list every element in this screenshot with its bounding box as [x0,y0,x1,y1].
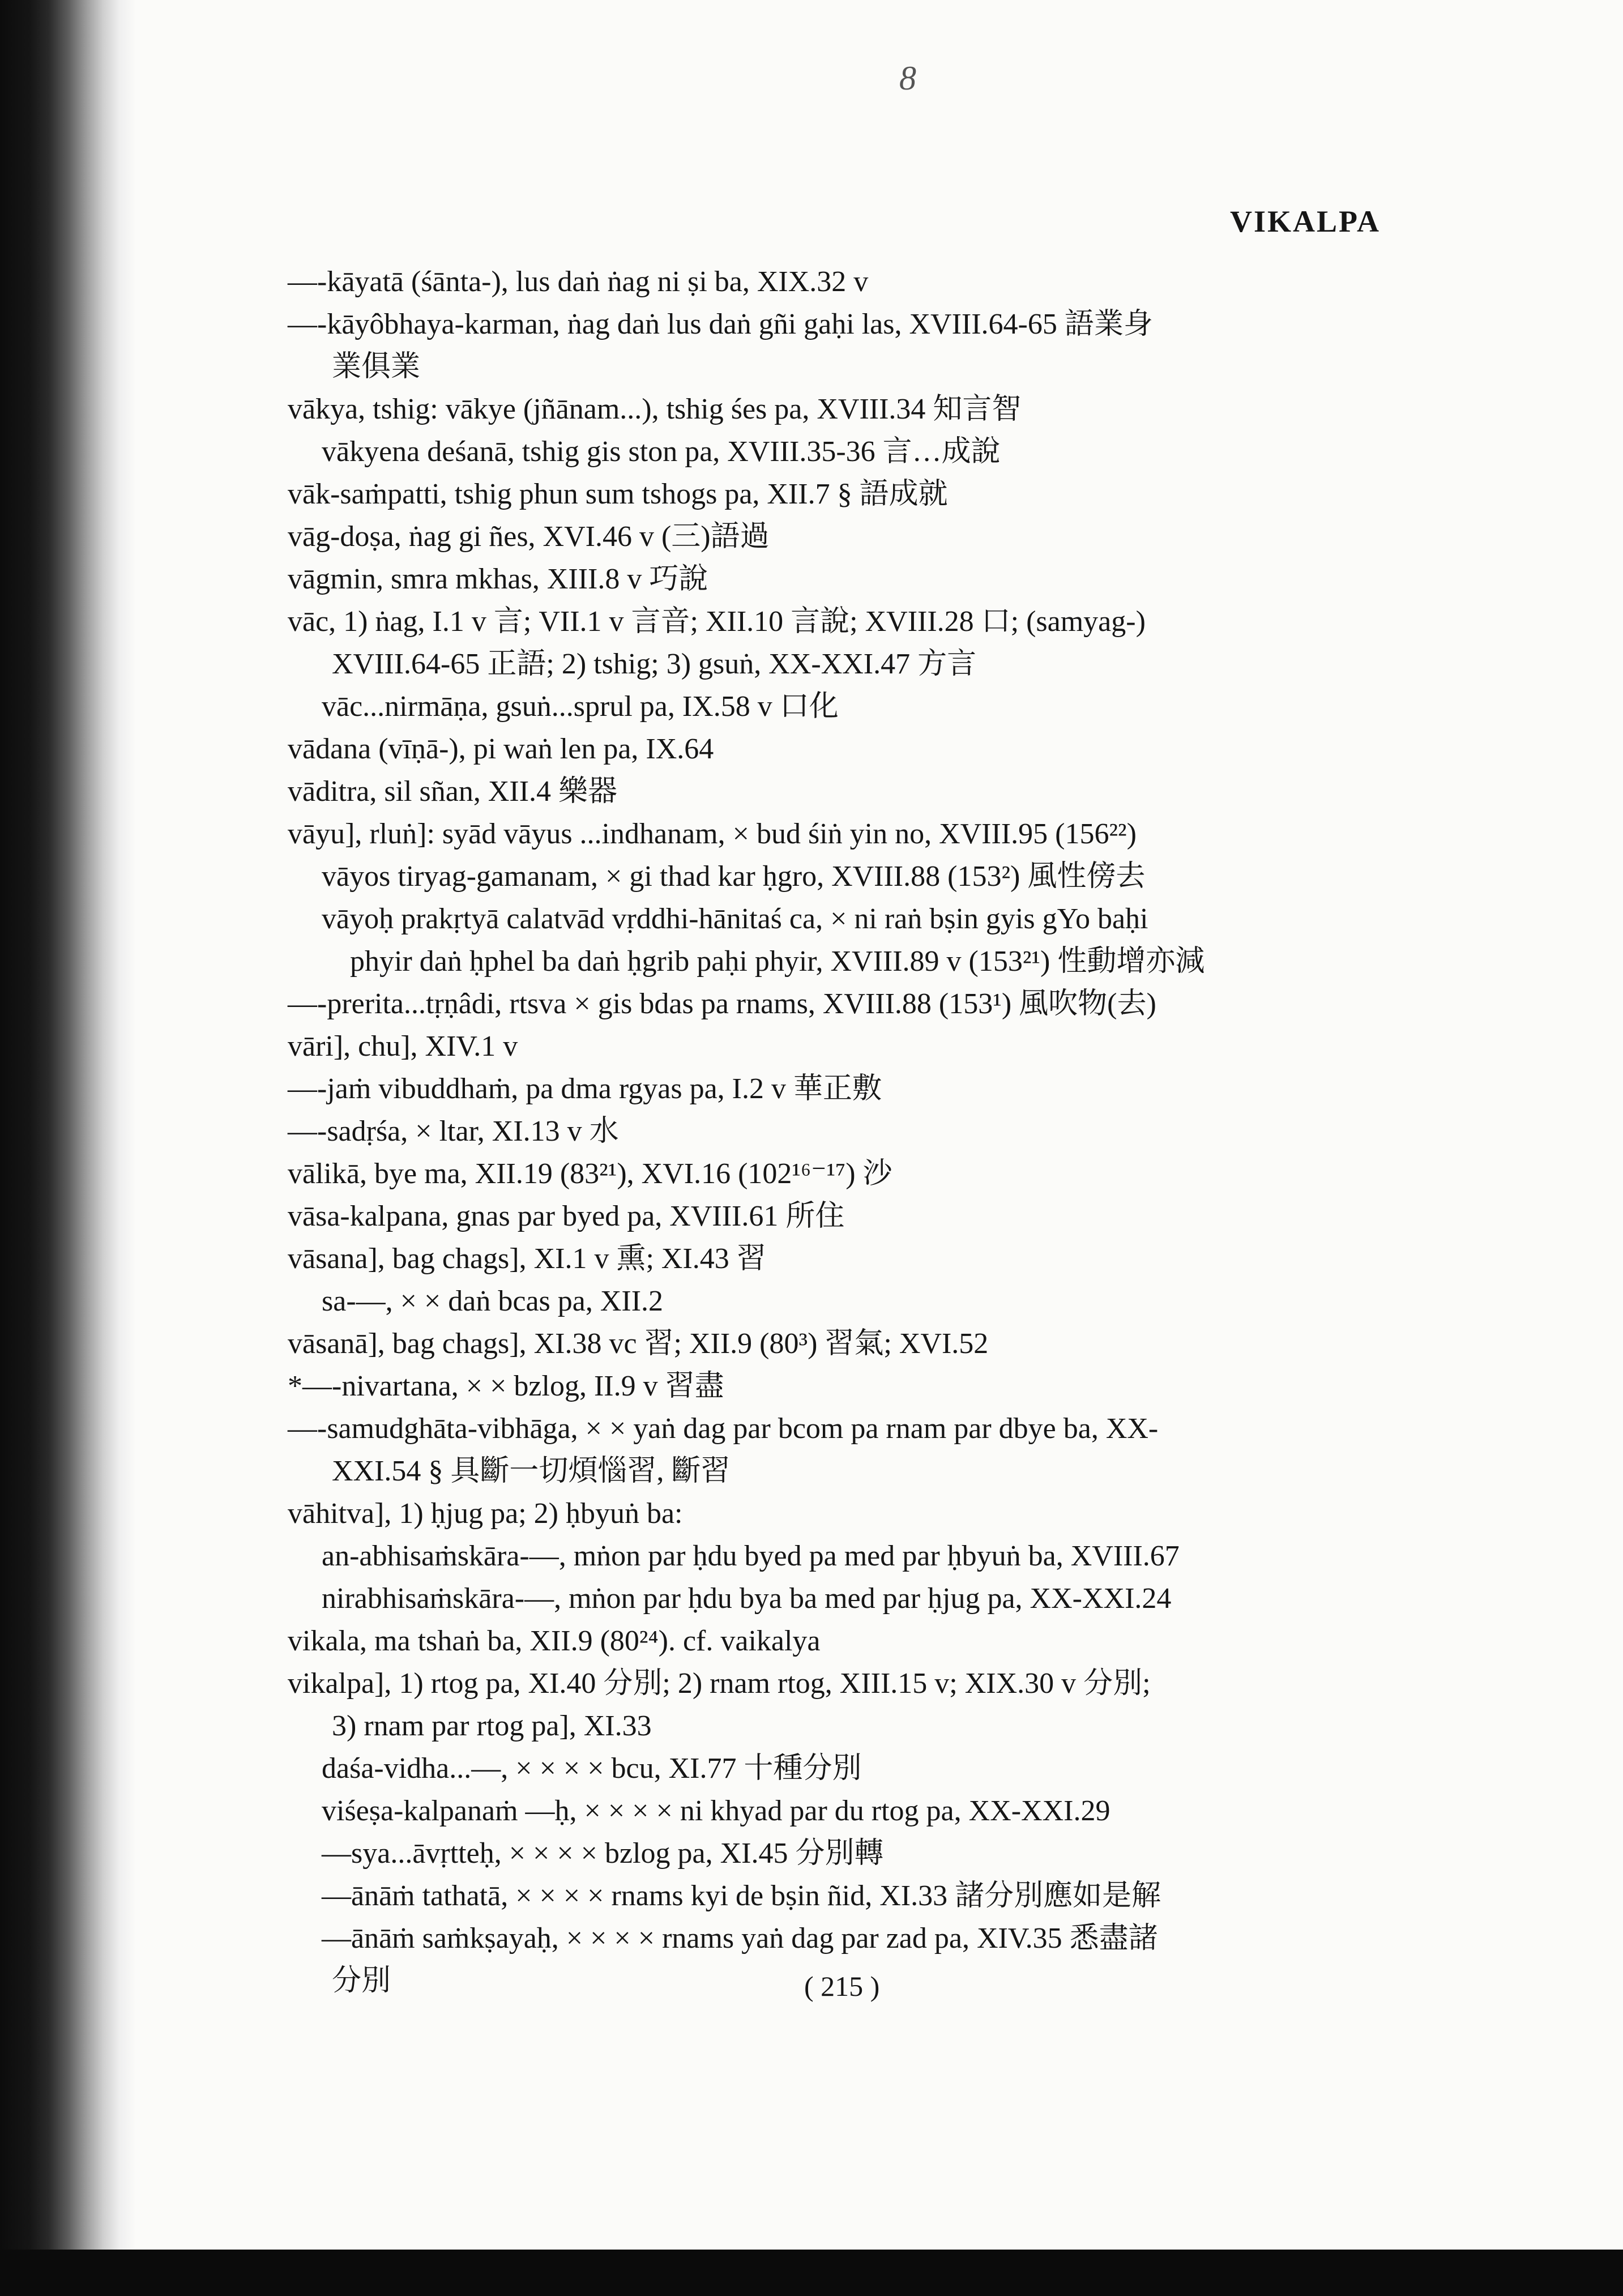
entry-line: vāyoḥ prakṛtyā calatvād vṛddhi-hānitaś ca, × ni raṅ bṣin gyis gYo baḥi [322,903,1148,935]
entry-line: —-jaṁ vibuddhaṁ, pa dma rgyas pa, I.2 v 華正敷 [288,1073,882,1105]
entry-line: XVIII.64-65 正語; 2) tshig; 3) gsuṅ, XX-XXI.47 方言 [332,648,977,680]
top-page-mark: 8 [899,59,916,97]
running-head: VIKALPA [1229,204,1381,238]
entry-line: vāk-saṁpatti, tshig phun sum tshogs pa, XII.7 § 語成就 [288,478,948,510]
entry-line: phyir daṅ ḥphel ba daṅ ḥgrib paḥi phyir, XVIII.89 v (153²¹) 性動增亦減 [350,945,1205,978]
book-spine-shadow [0,0,136,2296]
entry-line: 分別 [332,1965,391,1997]
entry-line: nirabhisaṁskāra-—, mṅon par ḥdu bya ba med par ḥjug pa, XX-XXI.24 [322,1582,1172,1615]
entry-line: sa-—, × × daṅ bcas pa, XII.2 [322,1285,664,1317]
entry-line: daśa-vidha...—, × × × × bcu, XI.77 十種分別 [322,1752,862,1785]
entry-line: vāgmin, smra mkhas, XIII.8 v 巧說 [288,563,708,595]
entry-line: vākya, tshig: vākye (jñānam...), tshig śes pa, XVIII.34 知言智 [288,393,1022,425]
entry-line: vādana (vīṇā-), pi waṅ len pa, IX.64 [288,733,714,765]
entry-line: vāditra, sil sñan, XII.4 樂器 [288,775,618,808]
entry-line: vikalpa], 1) rtog pa, XI.40 分別; 2) rnam rtog, XIII.15 v; XIX.30 v 分別; [288,1667,1151,1700]
entry-line: —ānāṁ saṁkṣayaḥ, × × × × rnams yaṅ dag par zad pa, XIV.35 悉盡諸 [322,1922,1158,1954]
entry-line: vāsana], bag chags], XI.1 v 熏; XI.43 習 [288,1243,766,1275]
entry-line: vāc, 1) ṅag, I.1 v 言; VII.1 v 言音; XII.10 言說; XVIII.28 口; (samyag-) [288,605,1146,638]
entry-line: *—-nivartana, × × bzlog, II.9 v 習盡 [288,1370,724,1402]
entry-line: vāsa-kalpana, gnas par byed pa, XVIII.61 所住 [288,1200,845,1232]
scan-bottom-edge [0,2250,1623,2296]
entry-line: vākyena deśanā, tshig gis ston pa, XVIII.35-36 言…成說 [322,436,1001,468]
entry-line: —-prerita...tṛṇâdi, rtsva × gis bdas pa rnams, XVIII.88 (153¹) 風吹物(去) [288,988,1156,1020]
entry-line: vāri], chu], XIV.1 v [288,1030,518,1062]
entry-line: vāyos tiryag-gamanam, × gi thad kar ḥgro, XVIII.88 (153²) 風性傍去 [322,860,1146,893]
entry-line: vāc...nirmāṇa, gsuṅ...sprul pa, IX.58 v 口化 [322,690,839,723]
entry-line: viśeṣa-kalpanaṁ —ḥ, × × × × ni khyad par du rtog pa, XX-XXI.29 [322,1795,1111,1827]
entry-line: —sya...āvṛtteḥ, × × × × bzlog pa, XI.45 分別轉 [322,1837,884,1870]
entry-line: —-samudghāta-vibhāga, × × yaṅ dag par bcom pa rnam par dbye ba, XX- [288,1412,1159,1445]
entry-line: 業俱業 [332,351,421,383]
entry-line: vāhitva], 1) ḥjug pa; 2) ḥbyuṅ ba: [288,1497,683,1530]
entry-line: vāg-doṣa, ṅag gi ñes, XVI.46 v (三)語過 [288,520,770,553]
dictionary-entries [288,261,1420,2002]
entry-line: vikala, ma tshaṅ ba, XII.9 (80²⁴). cf. vaikalya [288,1625,821,1657]
entry-line: —ānāṁ tathatā, × × × × rnams kyi de bṣin ñid, XI.33 諸分別應如是解 [322,1880,1161,1912]
entry-line: vālikā, bye ma, XII.19 (83²¹), XVI.16 (102¹⁶⁻¹⁷) 沙 [288,1158,892,1190]
entry-line: —-sadṛśa, × ltar, XI.13 v 水 [288,1115,619,1147]
entry-line: XXI.54 § 具斷一切煩惱習, 斷習 [332,1455,731,1487]
page-number: ( 215 ) [804,1970,880,2002]
entry-line: an-abhisaṁskāra-—, mṅon par ḥdu byed pa med par ḥbyuṅ ba, XVIII.67 [322,1540,1180,1572]
entry-line: —-kāyôbhaya-karman, ṅag daṅ lus daṅ gñi gaḥi las, XVIII.64-65 語業身 [288,308,1153,340]
entry-line: 3) rnam par rtog pa], XI.33 [332,1710,652,1742]
entry-line: vāsanā], bag chags], XI.38 vc 習; XII.9 (80³) 習氣; XVI.52 [288,1328,989,1360]
entry-line: —-kāyatā (śānta-), lus daṅ ṅag ni ṣi ba, XIX.32 v [288,266,869,298]
entry-line: vāyu], rluṅ]: syād vāyus ...indhanam, × bud śiṅ yin no, XVIII.95 (156²²) [288,818,1137,850]
